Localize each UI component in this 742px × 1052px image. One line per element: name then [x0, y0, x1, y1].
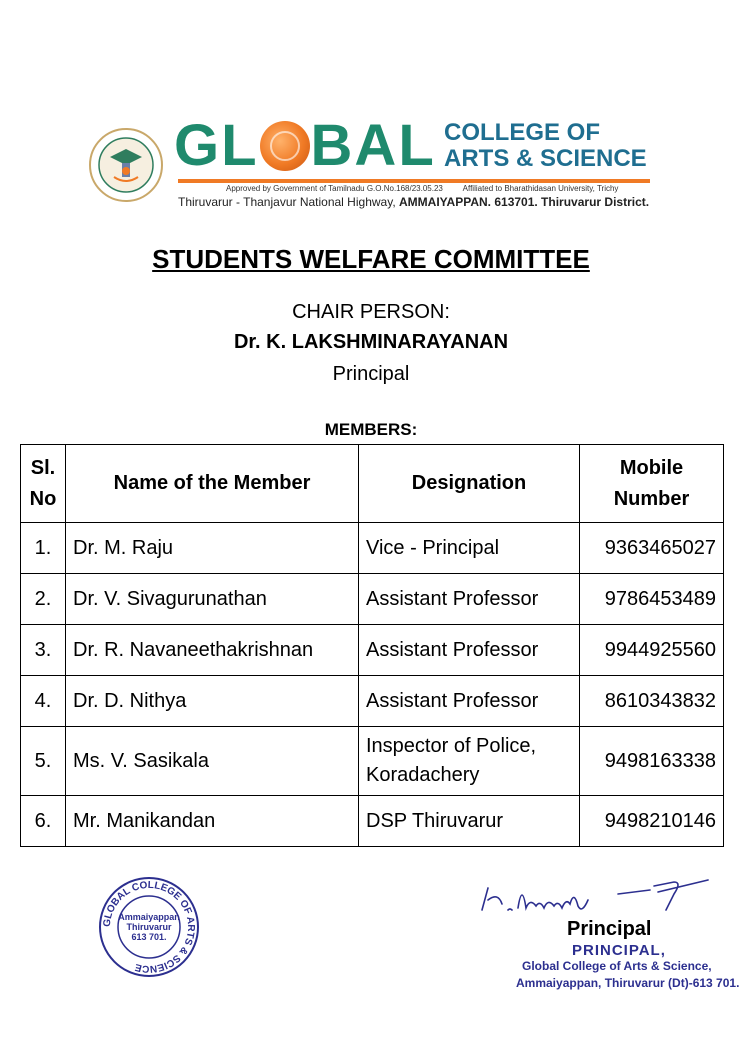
- cell-designation: Assistant Professor: [359, 574, 580, 625]
- cell-mobile: 9786453489: [580, 574, 724, 625]
- college-emblem: [88, 127, 164, 203]
- cell-sl: 6.: [21, 796, 66, 847]
- chair-person-role: Principal: [332, 363, 410, 385]
- address-plain: Thiruvarur - Thanjavur National Highway,: [178, 195, 396, 209]
- cell-mobile: 9944925560: [580, 625, 724, 676]
- cell-name: Dr. V. Sivagurunathan: [66, 574, 359, 625]
- cell-mobile: 8610343832: [580, 676, 724, 727]
- cell-sl: 2.: [21, 574, 66, 625]
- seal-line1: Ammaiyappan: [118, 912, 180, 922]
- brand-college-name: [444, 120, 647, 172]
- cell-name: Dr. D. Nithya: [66, 676, 359, 727]
- seal-line2: Thiruvarur: [126, 922, 172, 932]
- cell-designation: DSP Thiruvarur: [359, 796, 580, 847]
- principal-stamp-college: Global College of Arts & Science,: [522, 959, 712, 973]
- brand-wordmark: [174, 111, 436, 181]
- affiliation-text: Affiliated to Bharathidasan University, Trichy: [462, 184, 619, 193]
- table-row: [21, 625, 724, 676]
- chair-person-name: Dr. K. LAKSHMINARAYANAN: [233, 331, 509, 353]
- cell-mobile: 9498163338: [580, 727, 724, 796]
- brand-part1: GL: [174, 113, 259, 178]
- address-line: [178, 195, 649, 209]
- cell-sl: 3.: [21, 625, 66, 676]
- table-row: [21, 796, 724, 847]
- header-sl-no: Sl. No: [21, 445, 66, 523]
- approval-text: Approved by Government of Tamilnadu G.O.No.168/23.05.23: [226, 184, 443, 193]
- table-row: [21, 676, 724, 727]
- brand-part2: BAL: [310, 113, 436, 178]
- members-table: [20, 444, 724, 847]
- cell-designation: Inspector of Police, Koradachery: [359, 727, 580, 796]
- address-bold: AMMAIYAPPAN. 613701. Thiruvarur District.: [399, 195, 650, 209]
- table-row: [21, 523, 724, 574]
- cell-designation: Vice - Principal: [359, 523, 580, 574]
- approval-line: [226, 184, 636, 193]
- principal-stamp-title: PRINCIPAL,: [572, 942, 666, 959]
- cell-sl: 5.: [21, 727, 66, 796]
- table-header-row: [21, 445, 724, 523]
- seal-line3: 613 701.: [131, 932, 167, 942]
- cell-name: Dr. M. Raju: [66, 523, 359, 574]
- members-label: MEMBERS:: [324, 420, 418, 439]
- cell-mobile: 9498210146: [580, 796, 724, 847]
- globe-icon: [260, 121, 310, 171]
- header-member-name: Name of the Member: [66, 445, 359, 523]
- document-title: STUDENTS WELFARE COMMITTEE: [152, 244, 590, 274]
- cell-mobile: 9363465027: [580, 523, 724, 574]
- principal-signature: [478, 870, 714, 924]
- header-mobile-number: Mobile Number: [580, 445, 724, 523]
- cell-designation: Assistant Professor: [359, 625, 580, 676]
- college-line2: ARTS & SCIENCE: [444, 145, 647, 172]
- cell-sl: 4.: [21, 676, 66, 727]
- table-row: [21, 727, 724, 796]
- college-line1: COLLEGE OF: [444, 119, 600, 146]
- chair-person-label: CHAIR PERSON:: [292, 301, 450, 323]
- principal-label: Principal: [567, 918, 652, 940]
- cell-designation: Assistant Professor: [359, 676, 580, 727]
- cell-name: Mr. Manikandan: [66, 796, 359, 847]
- cell-sl: 1.: [21, 523, 66, 574]
- header-accent-bar: [178, 179, 650, 183]
- cell-name: Dr. R. Navaneethakrishnan: [66, 625, 359, 676]
- table-row: [21, 574, 724, 625]
- seal-outer-text: GLOBAL COLLEGE OF ARTS & SCIENCE: [101, 879, 197, 975]
- header-designation: Designation: [359, 445, 580, 523]
- college-seal: [98, 876, 200, 978]
- principal-stamp-address: Ammaiyappan, Thiruvarur (Dt)-613 701.: [516, 976, 740, 990]
- cell-name: Ms. V. Sasikala: [66, 727, 359, 796]
